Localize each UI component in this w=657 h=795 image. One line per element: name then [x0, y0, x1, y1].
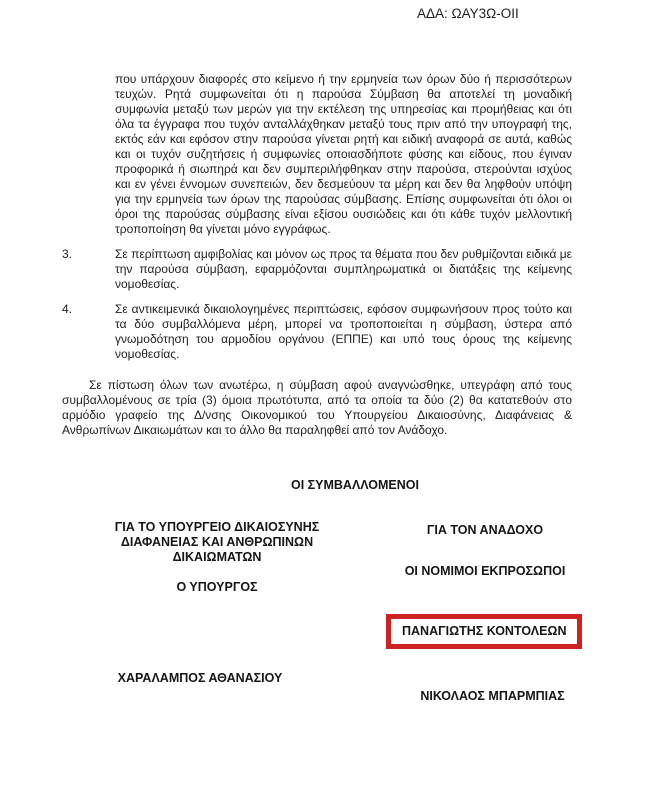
right-signatory-name: ΝΙΚΟΛΑΟΣ ΜΠΑΡΜΠΙΑΣ	[420, 689, 565, 703]
left-signatory-role: Ο ΥΠΟΥΡΓΟΣ	[176, 580, 258, 594]
contracting-parties-heading: ΟΙ ΣΥΜΒΑΛΛΟΜΕΝΟΙ	[290, 478, 419, 492]
red-annotation-box	[386, 614, 582, 649]
document-body	[62, 72, 572, 438]
numbered-item-4	[62, 302, 572, 362]
item-3-number: 3.	[62, 247, 73, 261]
right-signatory-for-label: ΓΙΑ ΤΟΝ ΑΝΑΔΟΧΟ	[426, 523, 544, 537]
item-3-text: Σε περίπτωση αμφιβολίας και μόνον ως προς τα θέματα που δεν ρυθμίζονται ειδικά με την παρούσα σύμβαση, εφαρμόζονται συμπληρωματικά οι διατάξεις της κείμενης νομοθεσίας.	[115, 247, 572, 291]
left-signatory-for-label: ΓΙΑ ΤΟ ΥΠΟΥΡΓΕΙΟ ΔΙΚΑΙΟΣΥΝΗΣ ΔΙΑΦΑΝΕΙΑΣ ΚΑΙ ΑΝΘΡΩΠΙΝΩΝ ΔΙΚΑΙΩΜΑΤΩΝ	[114, 520, 320, 564]
ada-code-label: ΑΔΑ: ΩΑΥ3Ω-ΟΙΙ	[417, 6, 519, 21]
numbered-item-3	[62, 247, 572, 292]
item-4-text: Σε αντικειμενικά δικαιολογημένες περιπτώσεις, εφόσον συμφωνήσουν προς τούτο και τα δύο συμβαλλόμενα μέρη, μπορεί να τροποποιείται η σύμβαση, ύστερα από γνωμοδότηση του αρμοδίου οργάνου (ΕΠΠΕ) και υπό τους όρους της κείμενης νομοθεσίας.	[115, 302, 572, 361]
closing-paragraph: Σε πίστωση όλων των ανωτέρω, η σύμβαση αφού αναγνώσθηκε, υπεγράφη από τους συμβαλλομένους σε τρία (3) όμοια πρωτότυπα, από τα οποία τα δύο (2) θα κατατεθούν στο αρμόδιο γραφείο της Δ/νσης Οικονομικού του Υπουργείου Δικαιοσύνης, Διαφάνειας & Ανθρωπίνων Δικαιωμάτων και το άλλο θα παραληφθεί από τον Ανάδοχο.	[62, 378, 572, 437]
highlighted-signatory-name: ΠΑΝΑΓΙΩΤΗΣ ΚΟΝΤΟΛΕΩΝ	[402, 624, 567, 638]
item-4-number: 4.	[62, 302, 73, 316]
continuation-paragraph: που υπάρχουν διαφορές στο κείμενο ή την ερμηνεία των όρων δύο ή περισσότερων τευχών. Ρητά συμφωνείται ότι η παρούσα Σύμβαση θα αποτελεί τη μοναδική συμφωνία μεταξύ των μερών για την εκτέλεση της υπηρεσίας και προμήθειας και ότι όλα τα έγγραφα που τυχόν ανταλλάχθηκαν μεταξύ τους πριν από την υπογραφή της, εκτός εάν και εφόσον στην παρούσα γίνεται ρητή και ειδική αναφορά σε αυτά, καθώς και οι τυχόν συζητήσεις ή συμφωνίες οποιασδήποτε φύσης και είδους, που έγιναν προφορικά ή σιωπηρά και δεν συμπεριλήφθηκαν στην παρούσα, στερούνται ισχύος και εν γένει έννομων συνεπειών, δεν δεσμεύουν τα μέρη και δεν θα ληφθούν υπόψη για την ερμηνεία των όρων της παρούσας σύμβασης. Επίσης συμφωνείται ότι όλοι οι όροι της παρούσας σύμβασης είναι εξίσου ουσιώδεις και ότι κάθε τυχόν μελλοντική τροποποίηση θα γίνεται μόνο εγγράφως.	[115, 72, 572, 236]
left-signatory-name: ΧΑΡΑΛΑΜΠΟΣ ΑΘΑΝΑΣΙΟΥ	[117, 671, 283, 685]
right-signatory-role: ΟΙ ΝΟΜΙΜΟΙ ΕΚΠΡΟΣΩΠΟΙ	[404, 564, 566, 578]
